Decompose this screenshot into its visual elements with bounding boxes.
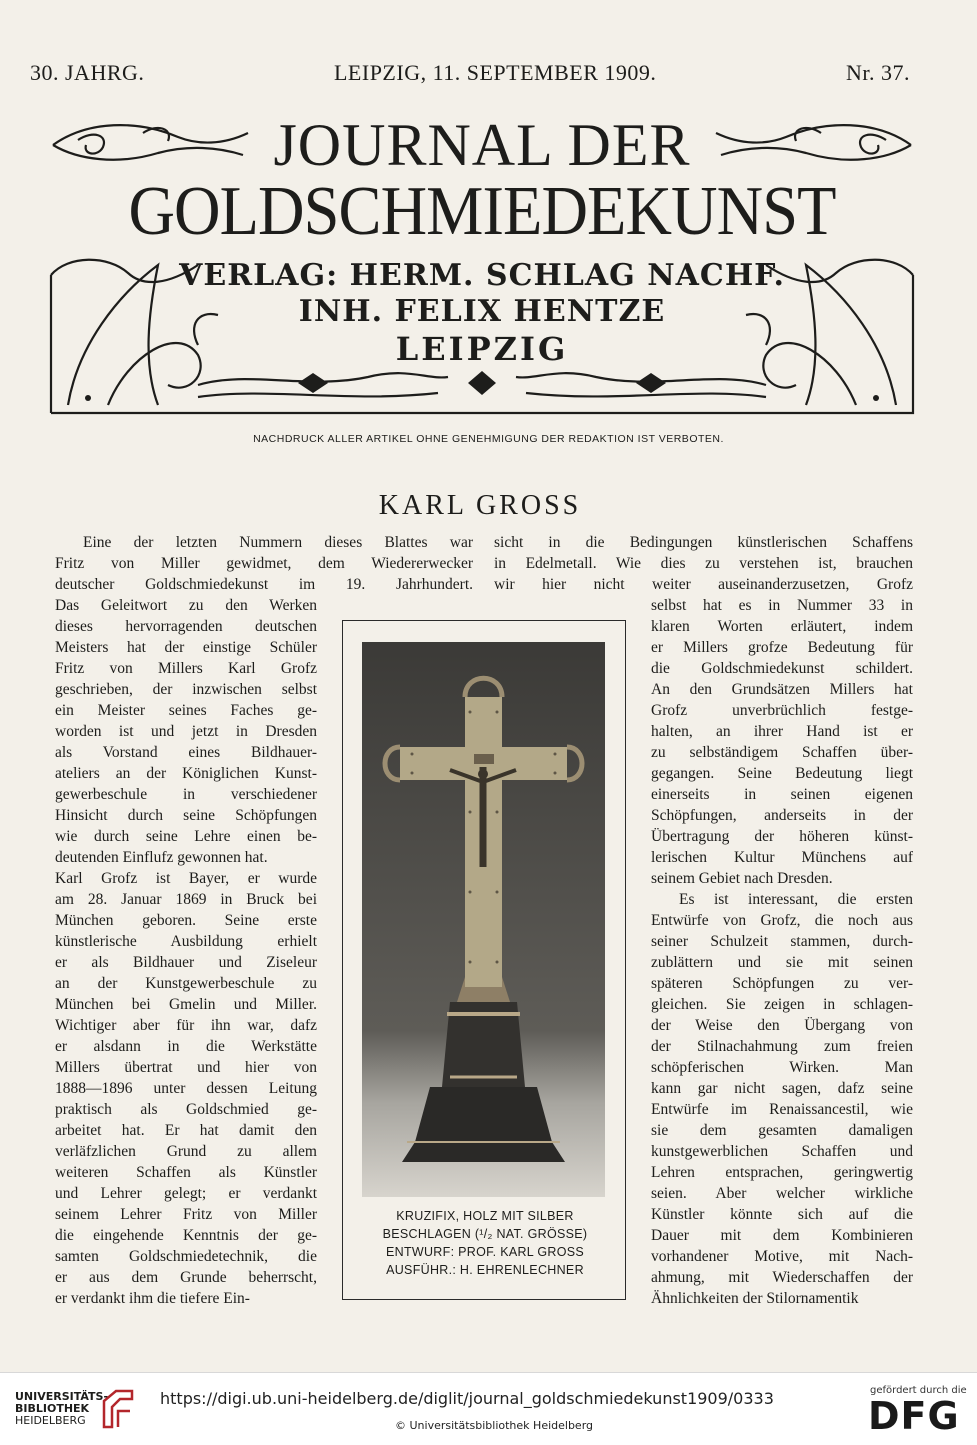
text-line: selbst hat es in Nummer 33 in bbox=[651, 597, 913, 614]
text-line: seien. Aber welcher wirkliche bbox=[651, 1185, 913, 1202]
text-line: seinem Gebiet nach Dresden. bbox=[651, 870, 833, 887]
text-line: Übertragung der höheren künst- bbox=[651, 828, 913, 845]
text-line: späteren Schöpfungen zu ver- bbox=[651, 975, 913, 992]
library-logo bbox=[15, 1391, 108, 1427]
text-line: er aus dem Grunde beherrscht, bbox=[55, 1269, 317, 1286]
text-line: lerischen Kultur Münchens auf bbox=[651, 849, 913, 866]
text-line: Ähnlichkeiten der Stilornamentik bbox=[651, 1290, 859, 1307]
text-line: Das Geleitwort zu den Werken bbox=[55, 597, 317, 614]
text-line: seiner Schulzeit stammen, durch- bbox=[651, 933, 913, 950]
text-line: Meisters hat der einstige Schüler bbox=[55, 639, 317, 656]
caption-line: ENTWURF: PROF. KARL GROSS bbox=[385, 1245, 585, 1259]
text-line: ateliers an der Königlichen Kunst- bbox=[55, 765, 317, 782]
masthead bbox=[48, 112, 916, 425]
library-name-line2: BIBLIOTHEK bbox=[15, 1402, 90, 1415]
text-line: arbeitet hat. Er hat damit den bbox=[55, 1122, 317, 1139]
running-header bbox=[30, 60, 910, 90]
text-line: einerseits in seinen eigenen bbox=[651, 786, 913, 803]
text-line: Hinsicht durch seine Schöpfungen bbox=[55, 807, 317, 824]
text-line: klaren Worten erläutert, indem bbox=[651, 618, 913, 635]
permalink-url[interactable]: https://digi.ub.uni-heidelberg.de/diglit/journal_goldschmiedekunst1909/0333 bbox=[160, 1389, 774, 1408]
text-line: Millers übertrat und hier von bbox=[55, 1059, 317, 1076]
text-line: dieses hervorragenden deutschen bbox=[55, 618, 317, 635]
text-line: weiteren Schaffen als Künstler bbox=[55, 1164, 317, 1181]
text-line: sicht in die Bedingungen künstlerischen Schaffens bbox=[494, 534, 913, 551]
text-line: Fritz von Miller gewidmet, dem Wiedererwecker bbox=[55, 555, 473, 572]
text-line: worden ist und jetzt in Dresden bbox=[55, 723, 317, 740]
text-line: Dauer mit dem Kombinieren bbox=[651, 1227, 913, 1244]
publisher-line3: LEIPZIG bbox=[395, 330, 569, 368]
text-line: Fritz von Millers Karl Grofz bbox=[55, 660, 317, 677]
text-line: in Edelmetall. Wie dies zu verstehen ist, brauchen bbox=[494, 555, 913, 572]
dfg-logo: DFG bbox=[868, 1394, 960, 1438]
text-line: zu selbständigem Schaffen über- bbox=[651, 744, 913, 761]
text-line: Entwürfe im Renaissancestil, wie bbox=[651, 1101, 913, 1118]
text-line: der Weise den Übergang von bbox=[651, 1017, 913, 1034]
text-line: geschrieben, der inzwischen selbst bbox=[55, 681, 317, 698]
footer-bar bbox=[0, 1372, 977, 1445]
text-line: als Vorstand eines Bildhauer- bbox=[55, 744, 317, 761]
text-line: er Millers grofze Bedeutung für bbox=[651, 639, 913, 656]
text-line: samten Goldschmiedetechnik, die bbox=[55, 1248, 317, 1265]
text-line: München bei Gmelin und Miller. bbox=[55, 996, 317, 1013]
text-line: praktisch als Goldschmied ge- bbox=[55, 1101, 317, 1118]
text-line: halten, an ihrer Hand ist er bbox=[651, 723, 913, 740]
text-line: gewerbeschule in verschiedener bbox=[55, 786, 317, 803]
text-line: deutscher Goldschmiedekunst im 19. Jahrhundert. bbox=[55, 576, 473, 593]
issue-number: Nr. 37. bbox=[845, 60, 910, 85]
text-line: verläfzlichen Grund zu allem bbox=[55, 1143, 317, 1160]
text-line: und Lehrer gelegt; er verdankt bbox=[55, 1185, 317, 1202]
text-line: kann gar nicht sagen, dafz seine bbox=[651, 1080, 913, 1097]
text-line: Es ist interessant, die ersten bbox=[679, 891, 913, 908]
text-line: vorhandener Motive, mit Nach- bbox=[651, 1248, 913, 1265]
text-line: er alsdann in die Werkstätte bbox=[55, 1038, 317, 1055]
text-line: kunstgewerblichen Schaffen und bbox=[651, 1143, 913, 1160]
figure bbox=[342, 620, 626, 1300]
text-line: Eine der letzten Nummern dieses Blattes war bbox=[83, 534, 473, 551]
caption-line: AUSFÜHR.: H. EHRENLECHNER bbox=[386, 1263, 584, 1277]
text-line: am 28. Januar 1869 in Bruck bei bbox=[55, 891, 317, 908]
publisher-line1: VERLAG: HERM. SCHLAG NACHF. bbox=[179, 258, 785, 293]
text-line: die eingehende Kenntnis der ge- bbox=[55, 1227, 317, 1244]
text-line: ahmung, mit Wiederschaffen der bbox=[651, 1269, 913, 1286]
text-line: an der Kunstgewerbeschule zu bbox=[55, 975, 317, 992]
text-line: Entwürfe von Grofz, die noch aus bbox=[651, 912, 913, 929]
reprint-notice: NACHDRUCK ALLER ARTIKEL OHNE GENEHMIGUNG DER REDAKTION IST VERBOTEN. bbox=[253, 433, 724, 445]
dateline: LEIPZIG, 11. SEPTEMBER 1909. bbox=[333, 60, 657, 85]
text-line: Karl Grofz ist Bayer, er wurde bbox=[55, 870, 317, 887]
text-line: er als Bildhauer und Ziseleur bbox=[55, 954, 317, 971]
journal-title-line2: GOLDSCHMIEDEKUNST bbox=[128, 173, 836, 250]
text-line: gleichen. Sie zeigen in schlagen- bbox=[651, 996, 913, 1013]
text-line: Wichtiger aber für ihn war, dafz bbox=[55, 1017, 317, 1034]
text-line: gegangen. Seine Bedeutung liegt bbox=[651, 765, 913, 782]
volume-label: 30. JAHRG. bbox=[30, 60, 145, 85]
caption-line: KRUZIFIX, HOLZ MIT SILBER bbox=[396, 1209, 574, 1223]
text-line: Grofz unverbrüchlich festge- bbox=[651, 702, 913, 719]
text-line: zublättern und sie mit seinen bbox=[651, 954, 913, 971]
text-line: der Stilnachahmung zum freien bbox=[651, 1038, 913, 1055]
text-line: 1888—1896 unter dessen Leitung bbox=[55, 1080, 317, 1097]
text-line: schöpferischen Wirken. Man bbox=[651, 1059, 913, 1076]
copyright-notice: © Universitätsbibliothek Heidelberg bbox=[395, 1419, 594, 1432]
library-mark-icon bbox=[100, 1387, 136, 1433]
text-line: die Goldschmiedekunst schildert. bbox=[651, 660, 913, 677]
article-title: KARL GROSS bbox=[378, 490, 582, 521]
text-line: München geboren. Seine erste bbox=[55, 912, 317, 929]
text-line: künstlerische Ausbildung erhielt bbox=[55, 933, 317, 950]
text-line: er verdankt ihm die tiefere Ein- bbox=[55, 1290, 250, 1307]
caption-line: BESCHLAGEN (¹/₂ NAT. GRÖSSE) bbox=[382, 1227, 588, 1241]
journal-title-line1: JOURNAL DER bbox=[273, 112, 691, 178]
library-name-line1: UNIVERSITÄTS- bbox=[15, 1390, 109, 1403]
text-line: ein Meister seines Faches ge- bbox=[55, 702, 317, 719]
text-line: Künstler könnte sich auf die bbox=[651, 1206, 913, 1223]
crucifix-photo bbox=[362, 642, 605, 1197]
text-line: Schöpfungen, anderseits in der bbox=[651, 807, 913, 824]
text-line: An den Grundsätzen Millers hat bbox=[651, 681, 913, 698]
text-line: wir hier nicht weiter auseinanderzusetzen, Grofz bbox=[494, 576, 913, 593]
library-name-line3: HEIDELBERG bbox=[15, 1414, 86, 1427]
text-line: seinem Lehrer Fritz von Miller bbox=[55, 1206, 317, 1223]
figure-caption bbox=[343, 1207, 627, 1279]
text-line: sie dem gesamten damaligen bbox=[651, 1122, 913, 1139]
text-line: deutenden Einflufz gewonnen hat. bbox=[55, 849, 268, 866]
funded-by-label: gefördert durch die bbox=[870, 1385, 967, 1396]
publisher-line2: INH. FELIX HENTZE bbox=[298, 294, 666, 329]
text-line: Lehren entsprachen, geringwertig bbox=[651, 1164, 913, 1181]
text-line: wie durch seine Lehre einen be- bbox=[55, 828, 317, 845]
